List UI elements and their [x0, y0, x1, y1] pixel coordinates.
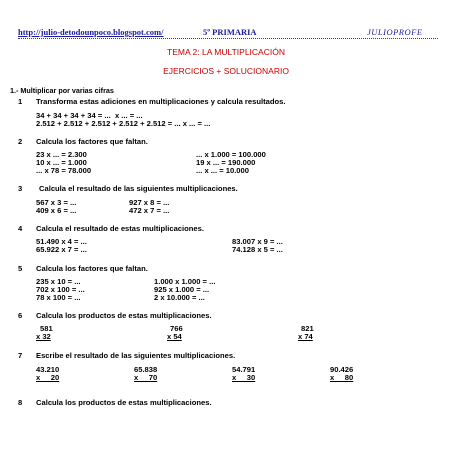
problem-bottom: x 32 [36, 332, 51, 341]
problem-bottom: x 20 [36, 373, 60, 382]
exercise-line: ... x 1.000 = 100.000 [196, 150, 266, 159]
problem-bottom: x 54 [167, 332, 182, 341]
exercise-line: 567 x 3 = ... [36, 198, 77, 207]
problem-top: 581 [40, 324, 53, 333]
exercise-line: 2 x 10.000 = ... [154, 293, 205, 302]
exercise-heading: Escribe el resultado de las siguientes multiplicaciones. [36, 351, 236, 360]
exercise-line: 74.128 x 5 = ... [232, 245, 283, 254]
exercise-line: 10 x ... = 1.000 [36, 158, 87, 167]
exercise-line: 927 x 8 = ... [129, 198, 170, 207]
exercise-line: 83.007 x 9 = ... [232, 237, 283, 246]
problem-top: 65.838 [134, 365, 158, 374]
exercise-line: 51.490 x 4 = ... [36, 237, 87, 246]
problem-top: 766 [170, 324, 183, 333]
problem-top: 821 [301, 324, 314, 333]
header-brand: JULIOPROFE [367, 27, 423, 37]
title-line2: EJERCICIOS + SOLUCIONARIO [163, 66, 289, 76]
problem-bottom: x 70 [134, 373, 158, 382]
problem-bottom: x 80 [330, 373, 354, 382]
problem-bottom: x 30 [232, 373, 256, 382]
exercise-number: 8 [18, 398, 23, 407]
title-line1: TEMA 2: LA MULTIPLICACIÓN [167, 47, 285, 57]
exercise-heading: Calcula los productos de estas multiplicaciones. [36, 398, 212, 407]
exercise-heading: Calcula los productos de estas multiplicaciones. [36, 311, 212, 320]
exercise-line: 925 x 1.000 = ... [154, 285, 210, 294]
exercise-number: 1 [18, 97, 23, 106]
exercise-line: 2.512 + 2.512 + 2.512 + 2.512 + 2.512 = ... x ... = ... [36, 119, 211, 128]
problem-top: 43.210 [36, 365, 60, 374]
exercise-heading: Calcula los factores que faltan. [36, 137, 148, 146]
exercise-line: 19 x ... = 190.000 [196, 158, 256, 167]
exercise-line: 78 x 100 = ... [36, 293, 81, 302]
header-divider [18, 38, 438, 39]
exercise-heading: Calcula el resultado de estas multiplicaciones. [36, 224, 204, 233]
exercise-line: 23 x ... = 2.300 [36, 150, 87, 159]
exercise-number: 3 [18, 184, 23, 193]
exercise-number: 7 [18, 351, 23, 360]
problem-top: 54.791 [232, 365, 256, 374]
exercise-number: 4 [18, 224, 23, 233]
exercise-number: 5 [18, 264, 23, 273]
exercise-line: 1.000 x 1.000 = ... [154, 277, 216, 286]
section-heading: 1.- Multiplicar por varias cifras [10, 86, 114, 95]
exercise-line: 409 x 6 = ... [36, 206, 77, 215]
exercise-number: 2 [18, 137, 23, 146]
header-grade: 5º PRIMARIA [203, 27, 257, 37]
exercise-line: ... x 78 = 78.000 [36, 166, 92, 175]
exercise-line: 65.922 x 7 = ... [36, 245, 87, 254]
exercise-line: 702 x 100 = ... [36, 285, 85, 294]
header-url[interactable]: http://julio-detodounpoco.blogspot.com/ [18, 27, 164, 37]
exercise-heading: Transforma estas adiciones en multiplicaciones y calcula resultados. [36, 97, 286, 106]
exercise-line: ... x ... = 10.000 [196, 166, 249, 175]
problem-top: 90.426 [330, 365, 354, 374]
exercise-heading: Calcula el resultado de las siguientes multiplicaciones. [39, 184, 238, 193]
exercise-heading: Calcula los factores que faltan. [36, 264, 148, 273]
exercise-line: 34 + 34 + 34 + 34 = ... x ... = ... [36, 111, 143, 120]
exercise-line: 472 x 7 = ... [129, 206, 170, 215]
exercise-line: 235 x 10 = ... [36, 277, 81, 286]
exercise-number: 6 [18, 311, 23, 320]
problem-bottom: x 74 [298, 332, 313, 341]
